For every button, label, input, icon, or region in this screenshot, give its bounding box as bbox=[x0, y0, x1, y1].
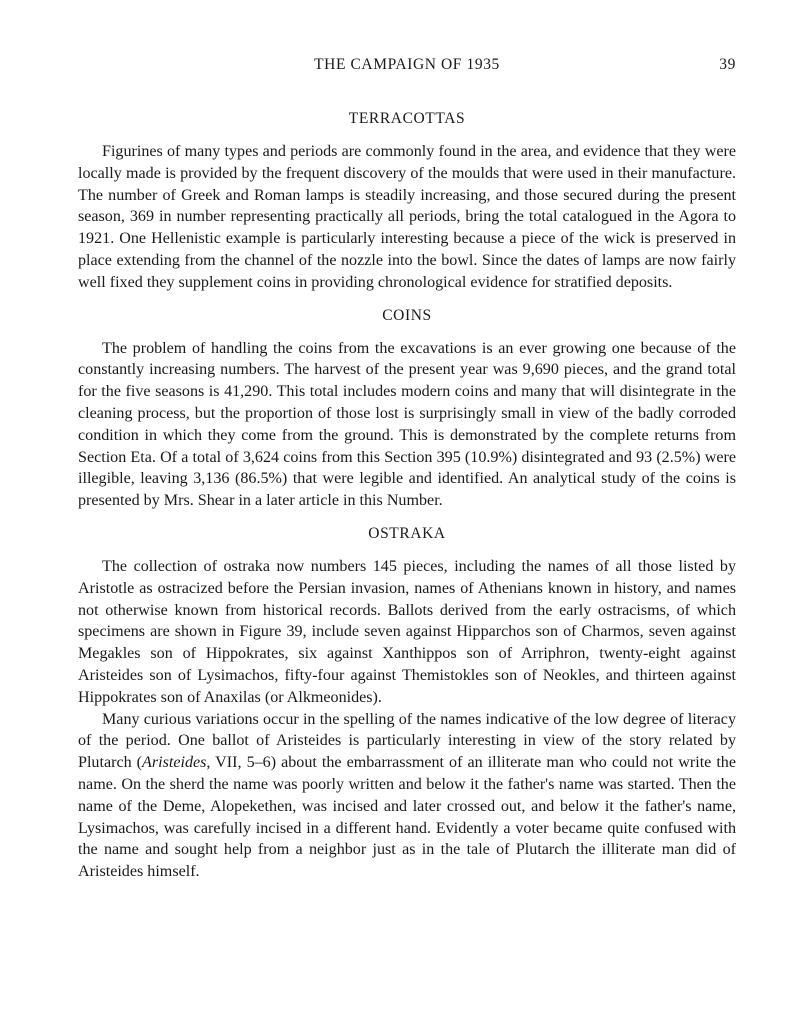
paragraph-coins: The problem of handling the coins from the excavations is an ever growing one because of the constantly increasing numbers. The harvest of the present year was 9,690 pieces, and the grand total for the five seasons is 41,290. This total includes modern coins and many that will disintegrate in the cleaning process, but the proportion of those lost is surprisingly small in view of the badly corroded condition in which they come from the ground. This is demonstrated by the complete returns from Section Eta. Of a total of 3,624 coins from this Section 395 (10.9%) disintegrated and 93 (2.5%) were illegible, leaving 3,136 (86.5%) that were legible and identified. An analytical study of the coins is presented by Mrs. Shear in a later article in this Number. bbox=[78, 339, 736, 510]
paragraph-ostraka-1: The collection of ostraka now numbers 145 pieces, including the names of all those listed by Aristotle as ostracized before the Persian invasion, names of Athenians known in history, and names not otherwise known from historical records. Ballots derived from the early ostracisms, of which specimens are shown in Figure 39, include seven against Hipparchos son of Charmos, seven against Megakles son of Hippokrates, six against Xanthippos son of Arriphron, twenty-eight against Aristeides son of Lysimachos, fifty-four against Themistokles son of Neokles, and thirteen against Hippokrates son of Anaxilas (or Alkmeonides). bbox=[78, 557, 736, 706]
section-heading-terracottas: TERRACOTTAS bbox=[348, 110, 466, 127]
running-title: THE CAMPAIGN OF 1935 bbox=[314, 56, 500, 73]
page-number: 39 bbox=[719, 56, 736, 73]
paragraph-ostraka-2-part-2: , VII, 5–6) about the embarrassment of an illiterate man who could not write the name. On the sherd the name was poorly written and below it the father's name was started. Then the name of the Deme, Alopekethen, was incised and later crossed out, and below it the father's name, Lysimachos, was carefully incised in a different hand. Evidently a voter became quite confused with the name and sought help from a neighbor just as in the tale of Plutarch the illiterate man did of Aristeides himself. bbox=[78, 754, 736, 881]
paragraph-terracottas: Figurines of many types and periods are commonly found in the area, and evidence that they were locally made is provided by the frequent discovery of the moulds that were used in their manufacture. The number of Greek and Roman lamps is steadily increasing, and those secured during the present season, 369 in number representing practically all periods, bring the total catalogued in the Agora to 1921. One Hellenistic example is particularly interesting because a piece of the wick is preserved in place extending from the channel of the nozzle into the bowl. Since the dates of lamps are now fairly well fixed they supplement coins in providing chronological evidence for stratified deposits. bbox=[78, 143, 736, 291]
document-page bbox=[78, 52, 736, 883]
section-heading-coins: COINS bbox=[382, 306, 432, 324]
running-header bbox=[78, 52, 736, 82]
citation-aristeides: Aristeides bbox=[142, 754, 207, 772]
section-heading-ostraka: OSTRAKA bbox=[368, 524, 446, 542]
paragraph-ostraka-2 bbox=[78, 709, 736, 883]
paragraph-ostraka-2-part-1: Many curious variations occur in the spelling of the names indicative of the low degree of literacy of the period. One ballot of Aristeides is particularly interesting in view of the story related by Plutarch ( bbox=[78, 710, 736, 772]
